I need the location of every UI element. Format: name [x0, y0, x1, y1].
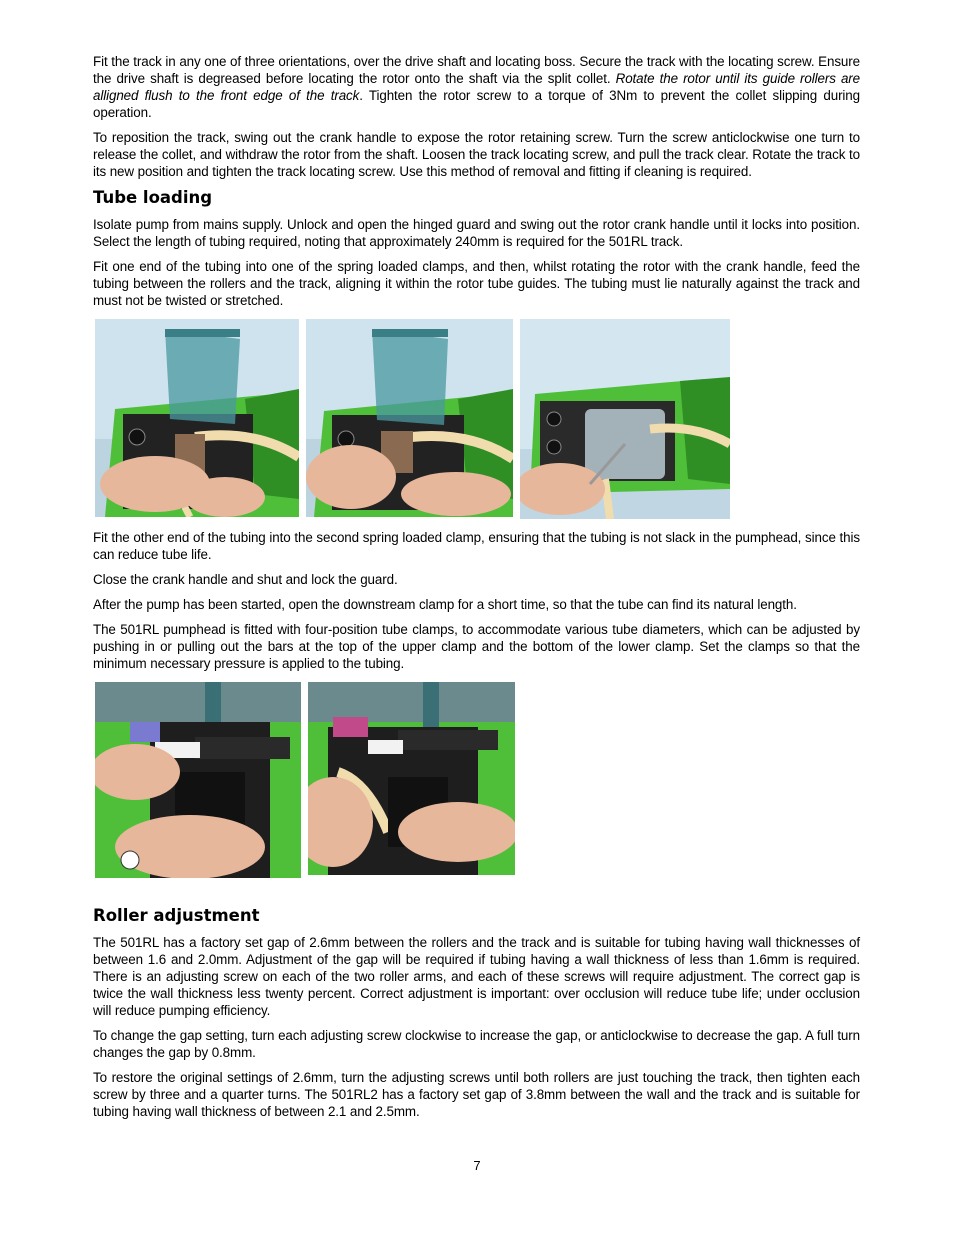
paragraph-change-gap: To change the gap setting, turn each adjusting screw clockwise to increase the gap, or anticlockwise to decrease the gap. A full turn changes the gap by 0.8mm.	[93, 1028, 860, 1060]
italic-rotor-instruction: Rotate the rotor until its guide rollers are alligned flush to the front edge of the track	[93, 71, 860, 103]
paragraph-four-position-clamps: The 501RL pumphead is fitted with four-position tube clamps, to accommodate various tube diameters, which can be adjusted by pushing in or pulling out the bars at the top of the upper clamp and the bottom of the lower clamp. Set the clamps so that the minimum necessary pressure is applied to the tubing.	[93, 622, 860, 671]
page-content	[93, 53, 860, 1128]
photo-pump-loading-2	[306, 319, 513, 517]
paragraph-isolate-pump: Isolate pump from mains supply. Unlock and open the hinged guard and swing out the rotor crank handle until it locks into position. Select the length of tubing required, noting that approximately 240mm is required for the 501RL track.	[93, 217, 860, 249]
paragraph-downstream-clamp: After the pump has been started, open the downstream clamp for a short time, so that the tube can find its natural length.	[93, 597, 797, 612]
paragraph-second-clamp: Fit the other end of the tubing into the second spring loaded clamp, ensuring that the tubing is not slack in the pumphead, since this can reduce tube life.	[93, 530, 860, 562]
photo-clamp-adjust-1	[95, 682, 301, 878]
paragraph-factory-gap: The 501RL has a factory set gap of 2.6mm between the rollers and the track and is suitable for tubing having wall thicknesses of between 1.6 and 2.0mm. Adjustment of the gap will be required if tubing having a wall thickness of less than 1.6mm is required. There is an adjusting screw on each of the two roller arms, and each of these screws will require adjustment. The correct gap is twice the wall thickness less twenty percent. Correct adjustment is important: over occlusion will reduce tube life; under occlusion will reduce pumping efficiency.	[93, 935, 860, 1018]
paragraph-restore-settings: To restore the original settings of 2.6mm, turn the adjusting screws until both rollers are just touching the track, then tighten each screw by three and a quarter turns. The 501RL2 has a factory set gap of 3.8mm between the wall and the track and is suitable for tubing having wall thickness of between 2.1 and 2.5mm.	[93, 1070, 860, 1119]
page-number: 7	[473, 1158, 481, 1173]
photo-pump-loading-1	[95, 319, 299, 517]
photo-pump-loading-3	[520, 319, 730, 519]
heading-roller-adjustment: Roller adjustment	[93, 906, 260, 925]
paragraph-close-guard: Close the crank handle and shut and lock the guard.	[93, 572, 398, 587]
paragraph-track-fitting: Fit the track in any one of three orientations, over the drive shaft and locating boss. Secure the track with the locating screw. Ensure the drive shaft is degreased before locating the rotor onto the shaft via the split collet. Rotate the rotor until its guide rollers are alligned flush to the front edge of the track. Tighten the rotor screw to a torque of 3Nm to prevent the collet slipping during operation.	[93, 54, 860, 120]
paragraph-fit-tubing: Fit one end of the tubing into one of the spring loaded clamps, and then, whilst rotating the rotor with the crank handle, feed the tubing between the rollers and the track, aligning it within the rotor tube guides. The tubing must lie naturally against the track and must not be twisted or stretched.	[93, 259, 860, 308]
heading-tube-loading: Tube loading	[93, 188, 213, 207]
photo-clamp-adjust-2	[308, 682, 515, 875]
paragraph-track-reposition: To reposition the track, swing out the crank handle to expose the rotor retaining screw. Turn the screw anticlockwise one turn to release the collet, and withdraw the rotor from the shaft. Loosen the track locating screw, and pull the track clear. Rotate the track to its new position and tighten the track locating screw. Use this method of removal and fitting if cleaning is required.	[93, 130, 860, 179]
photo-row-tube-loading	[95, 319, 860, 519]
photo-row-clamps	[95, 682, 860, 878]
